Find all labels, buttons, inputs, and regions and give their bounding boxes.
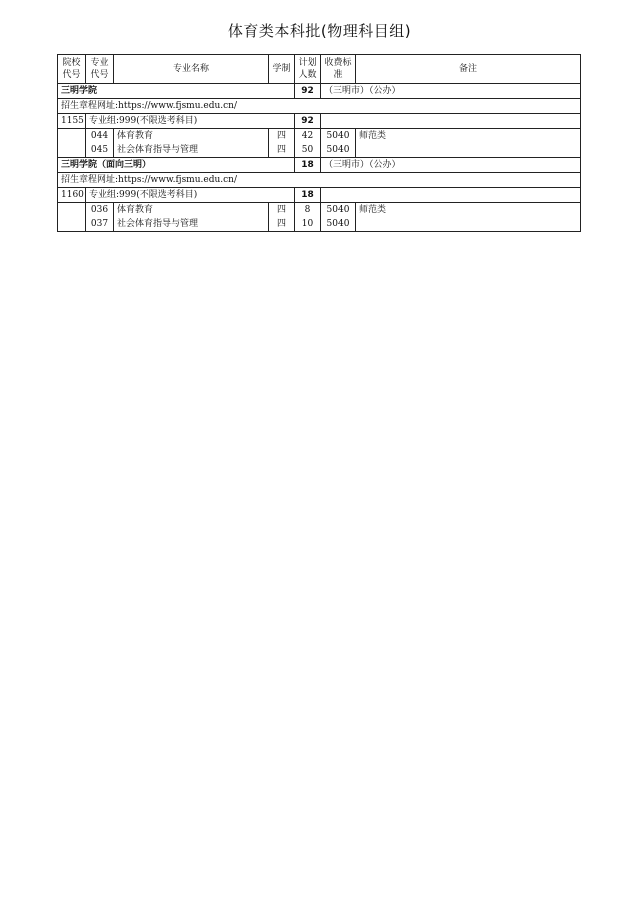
group-plan: 92 — [295, 114, 321, 129]
header-major-name: 专业名称 — [114, 55, 269, 84]
school-name: 三明学院 — [58, 84, 295, 99]
table-row — [58, 203, 581, 218]
group-plan: 18 — [295, 188, 321, 203]
major-fee: 5040 — [321, 217, 356, 232]
header-note: 备注 — [356, 55, 581, 84]
header-fee: 收费标准 — [321, 55, 356, 84]
school-url-row — [58, 99, 581, 114]
school-name: 三明学院（面向三明） — [58, 158, 295, 173]
major-fee: 5040 — [321, 203, 356, 218]
major-plan: 10 — [295, 217, 321, 232]
empty-code-cell — [58, 203, 86, 232]
group-row — [58, 188, 581, 203]
school-code: 1160 — [58, 188, 86, 203]
major-duration: 四 — [269, 217, 295, 232]
major-code: 036 — [86, 203, 114, 218]
page-title: 体育类本科批(物理科目组) — [227, 22, 412, 40]
major-code: 044 — [86, 129, 114, 144]
group-empty — [321, 188, 581, 203]
table-row — [58, 143, 581, 158]
school-location: （三明市）（公办） — [321, 84, 581, 99]
major-name: 社会体育指导与管理 — [114, 143, 269, 158]
major-code: 045 — [86, 143, 114, 158]
header-major-code: 专业代号 — [86, 55, 114, 84]
school-row — [58, 158, 581, 173]
school-url: 招生章程网址:https://www.fjsmu.edu.cn/ — [58, 99, 581, 114]
major-note — [356, 143, 581, 158]
table-header-row — [58, 55, 581, 84]
table-row — [58, 217, 581, 232]
header-plan: 计划人数 — [295, 55, 321, 84]
school-location: （三明市）（公办） — [321, 158, 581, 173]
group-label: 专业组:999(不限选考科目) — [86, 114, 295, 129]
group-label: 专业组:999(不限选考科目) — [86, 188, 295, 203]
major-plan: 42 — [295, 129, 321, 144]
header-school-code: 院校代号 — [58, 55, 86, 84]
school-code: 1155 — [58, 114, 86, 129]
school-plan: 18 — [295, 158, 321, 173]
admission-plan-table — [57, 54, 581, 232]
major-plan: 50 — [295, 143, 321, 158]
major-name: 体育教育 — [114, 129, 269, 144]
major-note — [356, 217, 581, 232]
major-fee: 5040 — [321, 143, 356, 158]
major-code: 037 — [86, 217, 114, 232]
major-name: 体育教育 — [114, 203, 269, 218]
table-row — [58, 129, 581, 144]
school-url-row — [58, 173, 581, 188]
major-name: 社会体育指导与管理 — [114, 217, 269, 232]
school-plan: 92 — [295, 84, 321, 99]
major-note: 师范类 — [356, 129, 581, 144]
major-fee: 5040 — [321, 129, 356, 144]
major-duration: 四 — [269, 143, 295, 158]
group-row — [58, 114, 581, 129]
major-plan: 8 — [295, 203, 321, 218]
school-url: 招生章程网址:https://www.fjsmu.edu.cn/ — [58, 173, 581, 188]
school-row — [58, 84, 581, 99]
major-duration: 四 — [269, 129, 295, 144]
major-duration: 四 — [269, 203, 295, 218]
empty-code-cell — [58, 129, 86, 158]
major-note: 师范类 — [356, 203, 581, 218]
group-empty — [321, 114, 581, 129]
header-duration: 学制 — [269, 55, 295, 84]
